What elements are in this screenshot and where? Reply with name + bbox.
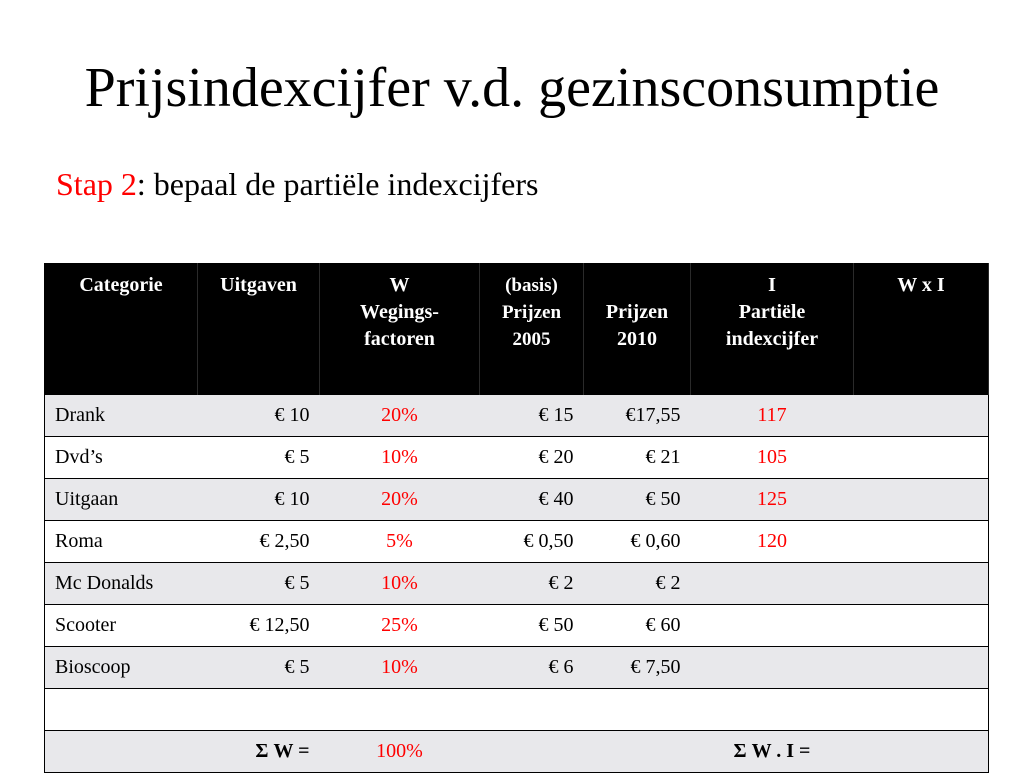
- table-row: [45, 605, 989, 647]
- table-header-row: [45, 264, 989, 395]
- header-prijzen2010-line1: Prijzen: [605, 301, 669, 323]
- cell-uitgaven: € 5: [198, 437, 320, 479]
- header-w-line3: factoren: [364, 328, 435, 350]
- header-uitgaven: Uitgaven: [198, 264, 320, 395]
- cell-prijzen-2005: € 50: [480, 605, 584, 647]
- cell-prijzen-2005: € 2: [480, 563, 584, 605]
- cell-uitgaven: € 10: [198, 479, 320, 521]
- cell-categorie: Scooter: [45, 605, 198, 647]
- cell-wxi: [854, 563, 989, 605]
- cell-categorie: Mc Donalds: [45, 563, 198, 605]
- cell-prijzen-2010: € 7,50: [584, 647, 691, 689]
- cell-prijzen-2010: € 0,60: [584, 521, 691, 563]
- header-prijzen-2010: [584, 264, 691, 395]
- sum-w-label: Σ W =: [198, 731, 320, 773]
- step-text: : bepaal de partiële indexcijfers: [136, 166, 539, 202]
- empty-cell: [584, 689, 691, 731]
- cell-w: 20%: [320, 479, 480, 521]
- cell-categorie: Roma: [45, 521, 198, 563]
- empty-cell: [854, 731, 989, 773]
- cell-uitgaven: € 12,50: [198, 605, 320, 647]
- empty-cell: [45, 689, 198, 731]
- header-w-line2: Wegings-: [360, 301, 439, 323]
- cell-i: [691, 605, 854, 647]
- cell-wxi: [854, 395, 989, 437]
- cell-w: 10%: [320, 437, 480, 479]
- header-basis: [480, 264, 584, 395]
- header-categorie: Categorie: [45, 264, 198, 395]
- cell-wxi: [854, 437, 989, 479]
- empty-cell: [198, 689, 320, 731]
- table-row: [45, 563, 989, 605]
- table-row: [45, 479, 989, 521]
- empty-cell: [320, 689, 480, 731]
- header-basis-line3: 2005: [512, 329, 551, 350]
- cell-wxi: [854, 521, 989, 563]
- cell-i: 117: [691, 395, 854, 437]
- cell-w: 10%: [320, 647, 480, 689]
- cell-prijzen-2010: € 50: [584, 479, 691, 521]
- table-row: [45, 395, 989, 437]
- cell-uitgaven: € 5: [198, 563, 320, 605]
- totals-row: [45, 731, 989, 773]
- sum-w-value: 100%: [320, 731, 480, 773]
- cell-i: 120: [691, 521, 854, 563]
- index-table: [44, 263, 989, 773]
- cell-wxi: [854, 647, 989, 689]
- header-i-line1: I: [768, 274, 776, 296]
- empty-cell: [45, 731, 198, 773]
- cell-categorie: Uitgaan: [45, 479, 198, 521]
- cell-prijzen-2005: € 0,50: [480, 521, 584, 563]
- cell-prijzen-2010: € 21: [584, 437, 691, 479]
- cell-wxi: [854, 605, 989, 647]
- cell-w: 25%: [320, 605, 480, 647]
- empty-cell: [854, 689, 989, 731]
- step-label: Stap 2: [56, 166, 137, 202]
- header-prijzen2010-line2: 2010: [617, 328, 657, 350]
- cell-categorie: Drank: [45, 395, 198, 437]
- sum-wi-label: Σ W . I =: [691, 731, 854, 773]
- cell-w: 5%: [320, 521, 480, 563]
- slide-subtitle: [56, 164, 538, 204]
- table-row: [45, 437, 989, 479]
- empty-cell: [480, 731, 584, 773]
- cell-uitgaven: € 10: [198, 395, 320, 437]
- cell-categorie: Dvd’s: [45, 437, 198, 479]
- header-basis-line1: (basis): [505, 275, 558, 296]
- cell-prijzen-2010: € 60: [584, 605, 691, 647]
- cell-i: 105: [691, 437, 854, 479]
- cell-prijzen-2010: € 2: [584, 563, 691, 605]
- empty-row: [45, 689, 989, 731]
- cell-w: 20%: [320, 395, 480, 437]
- cell-prijzen-2010: €17,55: [584, 395, 691, 437]
- cell-prijzen-2005: € 6: [480, 647, 584, 689]
- cell-prijzen-2005: € 15: [480, 395, 584, 437]
- cell-wxi: [854, 479, 989, 521]
- header-wxi: W x I: [854, 264, 989, 395]
- cell-prijzen-2005: € 40: [480, 479, 584, 521]
- cell-prijzen-2005: € 20: [480, 437, 584, 479]
- header-w-line1: W: [389, 274, 410, 296]
- empty-cell: [691, 689, 854, 731]
- cell-i: 125: [691, 479, 854, 521]
- header-w: [320, 264, 480, 395]
- cell-i: [691, 647, 854, 689]
- header-basis-line2: Prijzen: [501, 302, 562, 323]
- slide-title: Prijsindexcijfer v.d. gezinsconsumptie: [84, 57, 940, 119]
- table-row: [45, 647, 989, 689]
- cell-w: 10%: [320, 563, 480, 605]
- cell-uitgaven: € 5: [198, 647, 320, 689]
- header-i-line2: Partiële: [738, 301, 806, 323]
- header-i-line3: indexcijfer: [725, 328, 819, 350]
- cell-categorie: Bioscoop: [45, 647, 198, 689]
- table-row: [45, 521, 989, 563]
- header-i: [691, 264, 854, 395]
- empty-cell: [480, 689, 584, 731]
- cell-i: [691, 563, 854, 605]
- empty-cell: [584, 731, 691, 773]
- cell-uitgaven: € 2,50: [198, 521, 320, 563]
